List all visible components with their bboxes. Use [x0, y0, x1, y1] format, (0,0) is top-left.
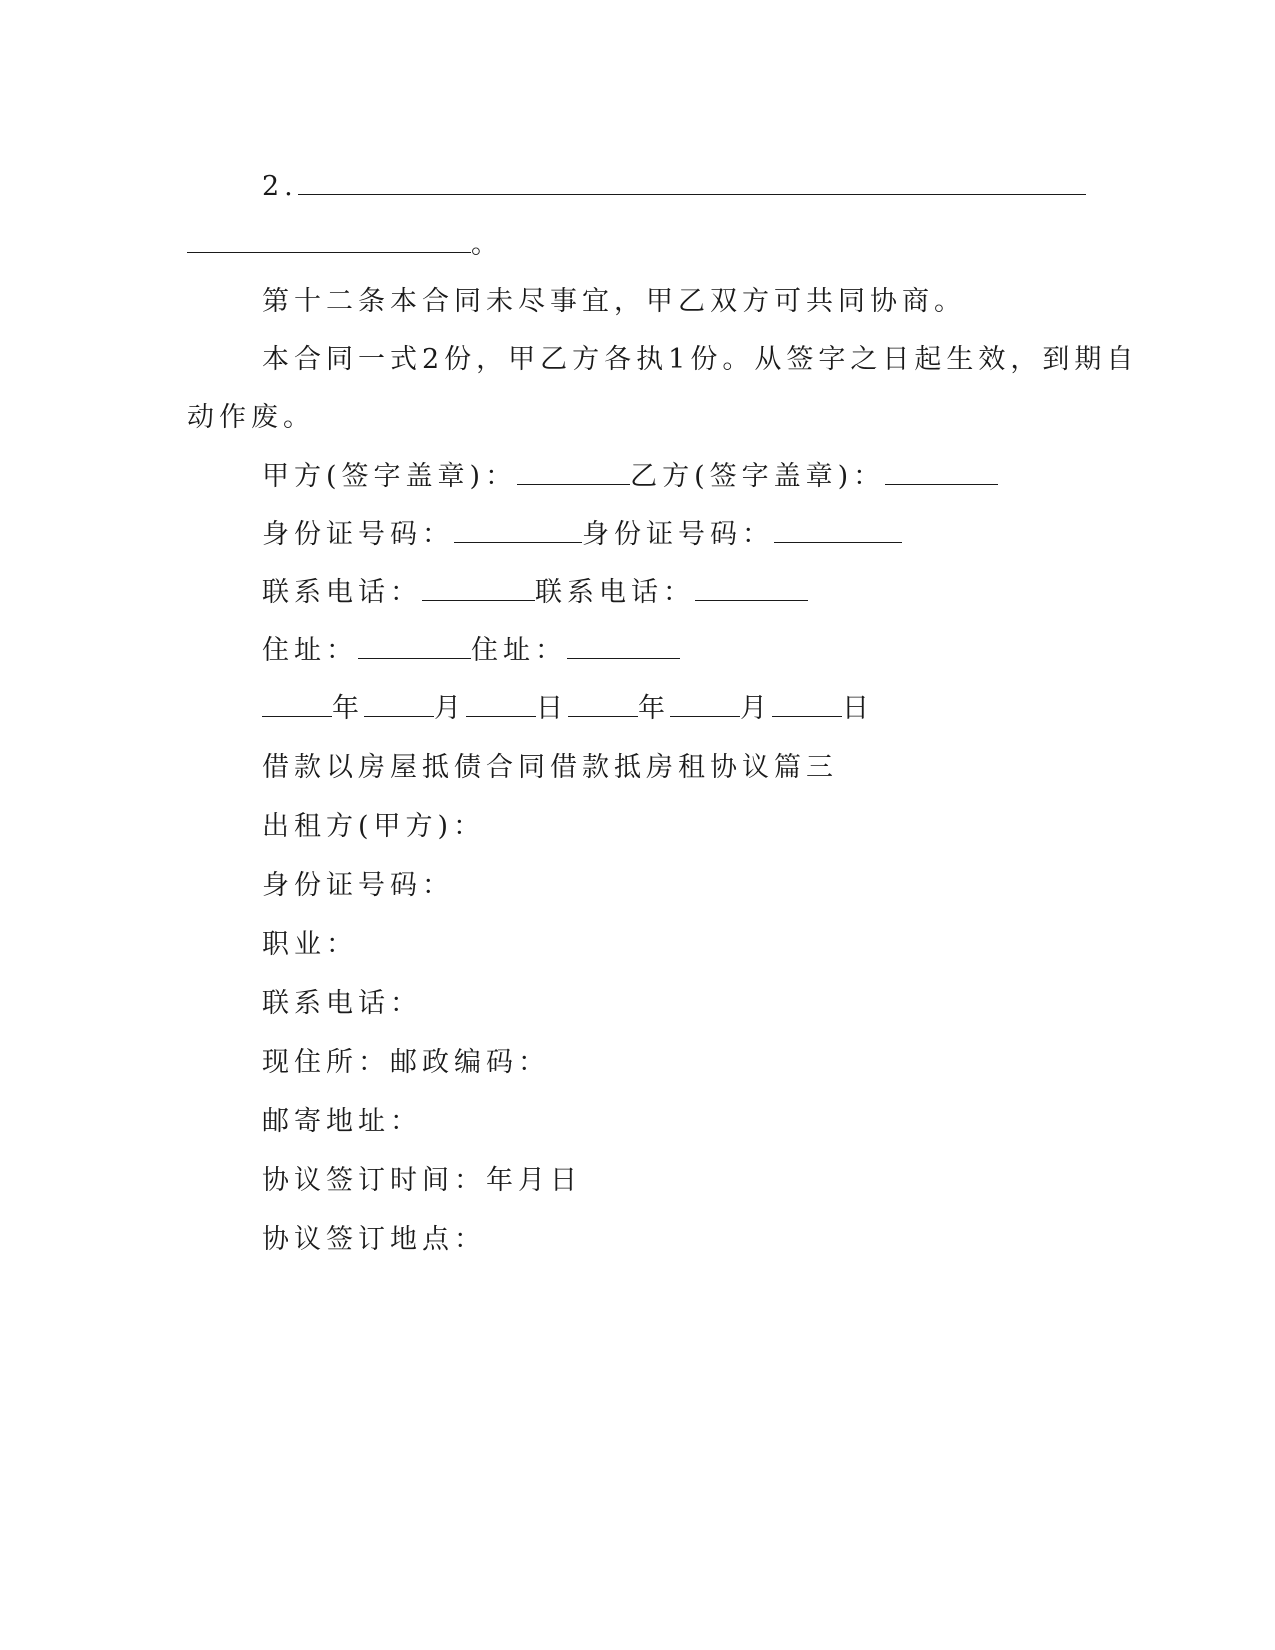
id-a-blank	[454, 516, 582, 543]
signature-parties	[262, 458, 998, 495]
section-3-title: 借款以房屋抵债合同借款抵房租协议篇三	[262, 752, 838, 783]
year-a-label: 年	[332, 693, 364, 724]
phone-b-blank	[695, 574, 808, 601]
sign-time-label: 协议签订时间：年月日	[262, 1165, 582, 1196]
residence-label: 现住所：邮政编码：	[262, 1047, 550, 1078]
sign-place-label: 协议签订地点：	[262, 1224, 486, 1255]
signature-id-numbers	[262, 516, 902, 553]
copies-line-1: 本合同一式2份，甲乙方各执1份。从签字之日起生效，到期自	[262, 344, 1139, 375]
signature-phones	[262, 574, 808, 611]
year-b-label: 年	[638, 693, 670, 724]
copies-line-2: 动作废。	[187, 402, 315, 433]
occupation-label: 职业：	[262, 929, 358, 960]
mail-address-label: 邮寄地址：	[262, 1106, 422, 1137]
party-a-label: 甲方(签字盖章)：	[262, 461, 518, 492]
day-a-label: 日	[536, 693, 568, 724]
address-b-label: 住址：	[471, 635, 567, 666]
address-a-label: 住址：	[262, 635, 358, 666]
day-b-label: 日	[842, 693, 874, 724]
year-b-blank	[568, 690, 638, 717]
id-a-label: 身份证号码：	[262, 519, 454, 550]
item-2-blank	[298, 168, 1086, 195]
year-a-blank	[262, 690, 332, 717]
phone-a-label: 联系电话：	[262, 577, 422, 608]
party-a-blank	[517, 458, 630, 485]
month-b-blank	[670, 690, 740, 717]
party-b-blank	[885, 458, 998, 485]
address-b-blank	[567, 632, 680, 659]
item-2-end-mark: 。	[471, 229, 503, 260]
month-a-label: 月	[434, 693, 466, 724]
day-a-blank	[466, 690, 536, 717]
id-b-blank	[774, 516, 902, 543]
party-b-label: 乙方(签字盖章)：	[630, 461, 886, 492]
phone-b-label: 联系电话：	[535, 577, 695, 608]
lessor-id-label: 身份证号码：	[262, 870, 454, 901]
signature-dates	[262, 690, 874, 727]
phone-a-blank	[422, 574, 535, 601]
item-2-number: 2.	[262, 171, 298, 202]
day-b-blank	[772, 690, 842, 717]
item-2-continuation	[187, 226, 503, 263]
item-2-line	[262, 168, 1086, 205]
month-b-label: 月	[740, 693, 772, 724]
address-a-blank	[358, 632, 471, 659]
signature-addresses	[262, 632, 680, 669]
item-2-blank-continued	[187, 226, 471, 253]
lessor-label: 出租方(甲方)：	[262, 811, 486, 842]
lessor-phone-label: 联系电话：	[262, 988, 422, 1019]
article-12: 第十二条本合同未尽事宜，甲乙双方可共同协商。	[262, 286, 966, 317]
month-a-blank	[364, 690, 434, 717]
id-b-label: 身份证号码：	[582, 519, 774, 550]
